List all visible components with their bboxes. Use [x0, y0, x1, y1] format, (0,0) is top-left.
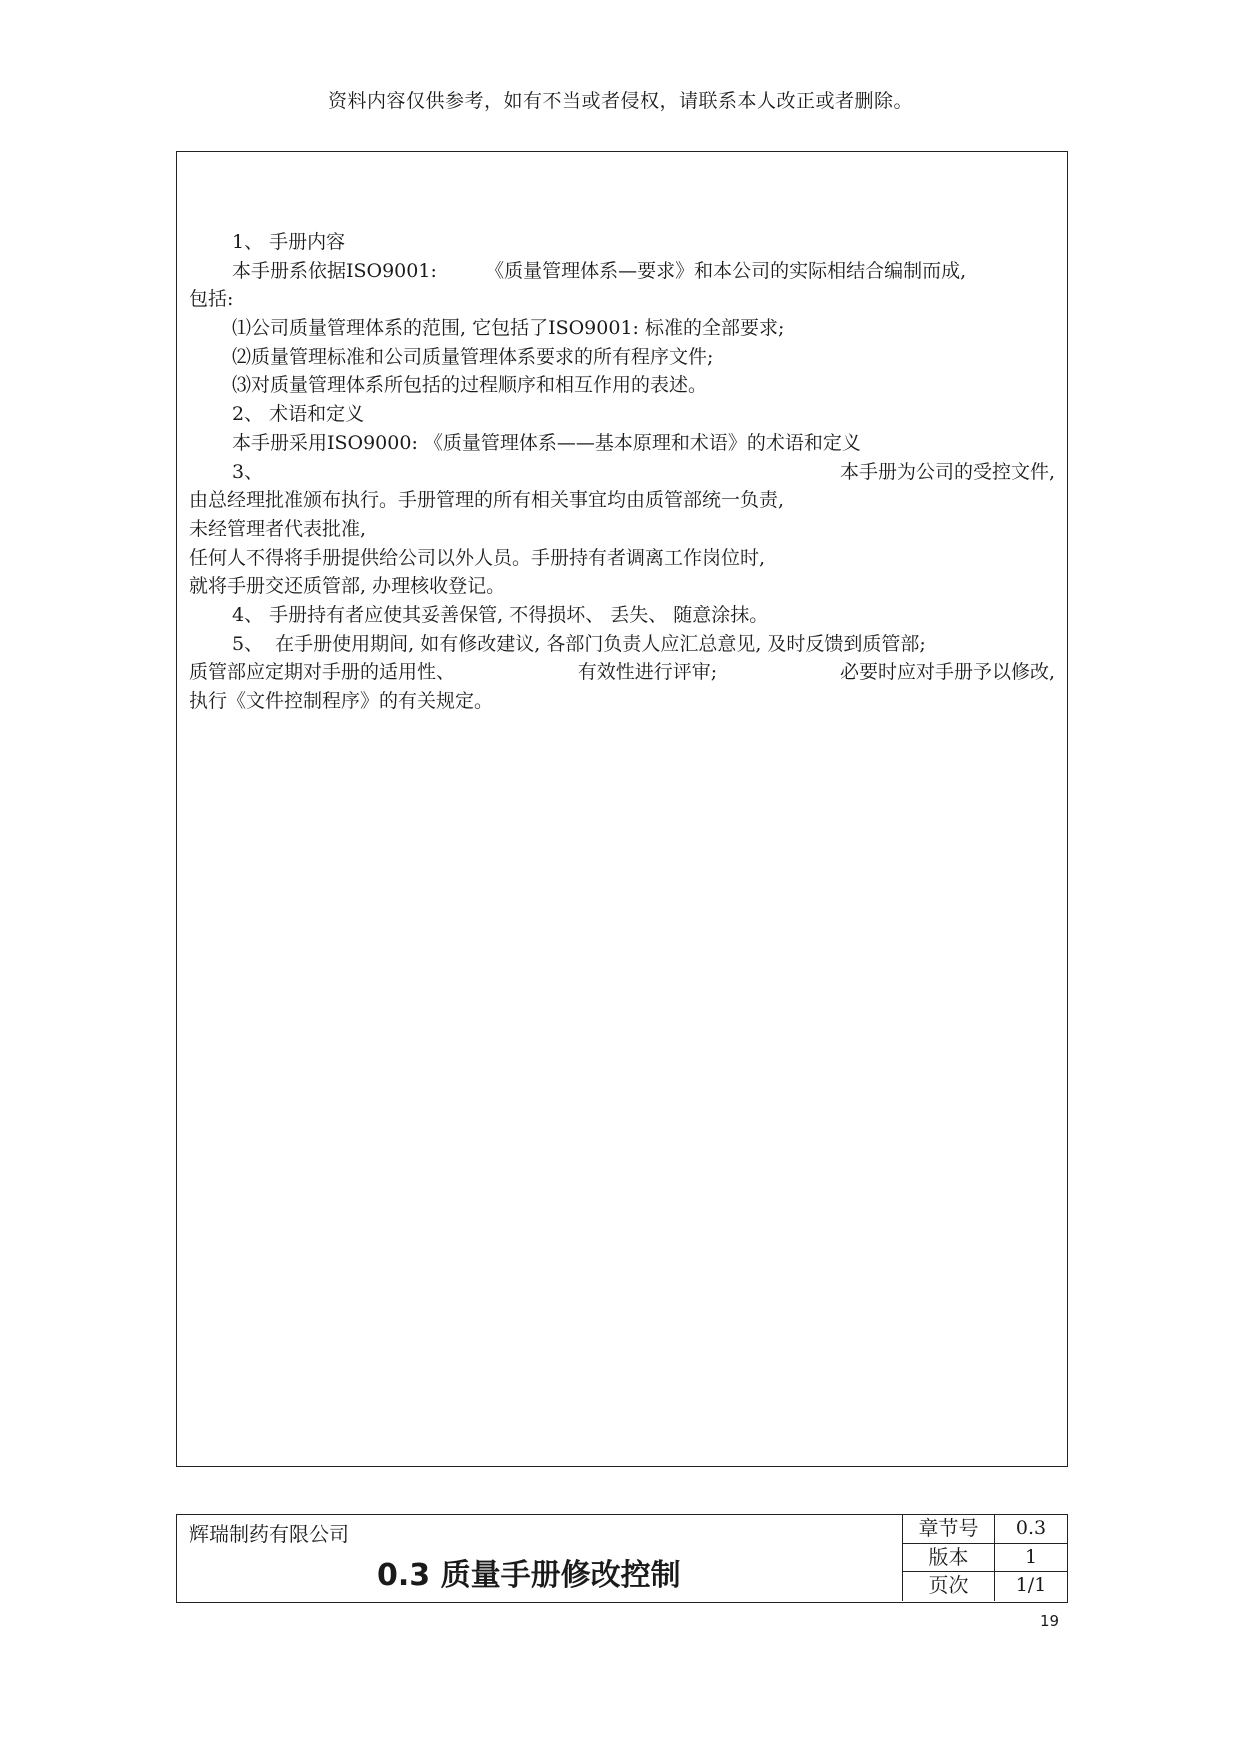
document-meta	[902, 1515, 1067, 1601]
list-item-3: ⑶对质量管理体系所包括的过程顺序和相互作用的表述。	[232, 374, 708, 397]
section-3-text: 由总经理批准颁布执行。手册管理的所有相关事宜均由质管部统一负责,	[189, 489, 785, 512]
version-value: 1	[1024, 1545, 1038, 1568]
section-2-heading: 2、 术语和定义	[232, 403, 365, 426]
section-title: 0.3 质量手册修改控制	[377, 1558, 681, 1593]
content-frame	[176, 151, 1068, 1467]
section-4-text: 4、 手册持有者应使其妥善保管, 不得损坏、 丢失、 随意涂抹。	[232, 603, 769, 626]
chapter-row	[903, 1515, 1067, 1544]
section-5-text-cont	[189, 658, 1055, 687]
list-item-1: ⑴公司质量管理体系的范围, 它包括了ISO9001: 标准的全部要求;	[232, 317, 785, 340]
section-5-text-end: 执行《文件控制程序》的有关规定。	[189, 690, 494, 712]
page-row	[903, 1572, 1067, 1601]
version-label: 版本	[903, 1544, 995, 1572]
company-name: 辉瑞制药有限公司	[189, 1522, 349, 1546]
section-1-heading: 1、 手册内容	[232, 231, 346, 253]
section-3-text: 就将手册交还质管部, 办理核收登记。	[189, 575, 506, 598]
page-label: 页次	[903, 1572, 995, 1601]
disclaimer-header: 资料内容仅供参考，如有不当或者侵权，请联系本人改正或者删除。	[327, 90, 913, 112]
section-3-text: 任何人不得将手册提供给公司以外人员。手册持有者调离工作岗位时,	[189, 546, 766, 569]
version-row	[903, 1544, 1067, 1573]
section-1-text-cont: 包括:	[189, 288, 234, 311]
section-3-text-start: 本手册为公司的受控文件,	[839, 460, 1055, 483]
page-value: 1/1	[1015, 1574, 1047, 1597]
section-2-text: 本手册采用ISO9000: 《质量管理体系——基本原理和术语》的术语和定义	[232, 431, 861, 454]
section-5-fragment: 质管部应定期对手册的适用性、	[189, 661, 456, 684]
section-5-fragment: 必要时应对手册予以修改,	[839, 661, 1055, 684]
section-5-text: 5、 在手册使用期间, 如有修改建议, 各部门负责人应汇总意见, 及时反馈到质管部;	[232, 632, 926, 655]
chapter-label: 章节号	[903, 1515, 995, 1543]
manual-body	[189, 228, 1055, 716]
section-3-text: 未经管理者代表批准,	[189, 517, 367, 540]
document-footer-table	[176, 1514, 1068, 1603]
section-3-line	[189, 458, 1055, 487]
page-number: 19	[1040, 1612, 1060, 1630]
chapter-value: 0.3	[1015, 1517, 1047, 1539]
section-3-number: 3、	[232, 460, 264, 483]
section-5-fragment: 有效性进行评审;	[577, 661, 718, 684]
list-item-2: ⑵质量管理标准和公司质量管理体系要求的所有程序文件;	[232, 345, 714, 368]
section-1-text: 本手册系依据ISO9001: 《质量管理体系—要求》和本公司的实际相结合编制而成,	[232, 259, 967, 282]
